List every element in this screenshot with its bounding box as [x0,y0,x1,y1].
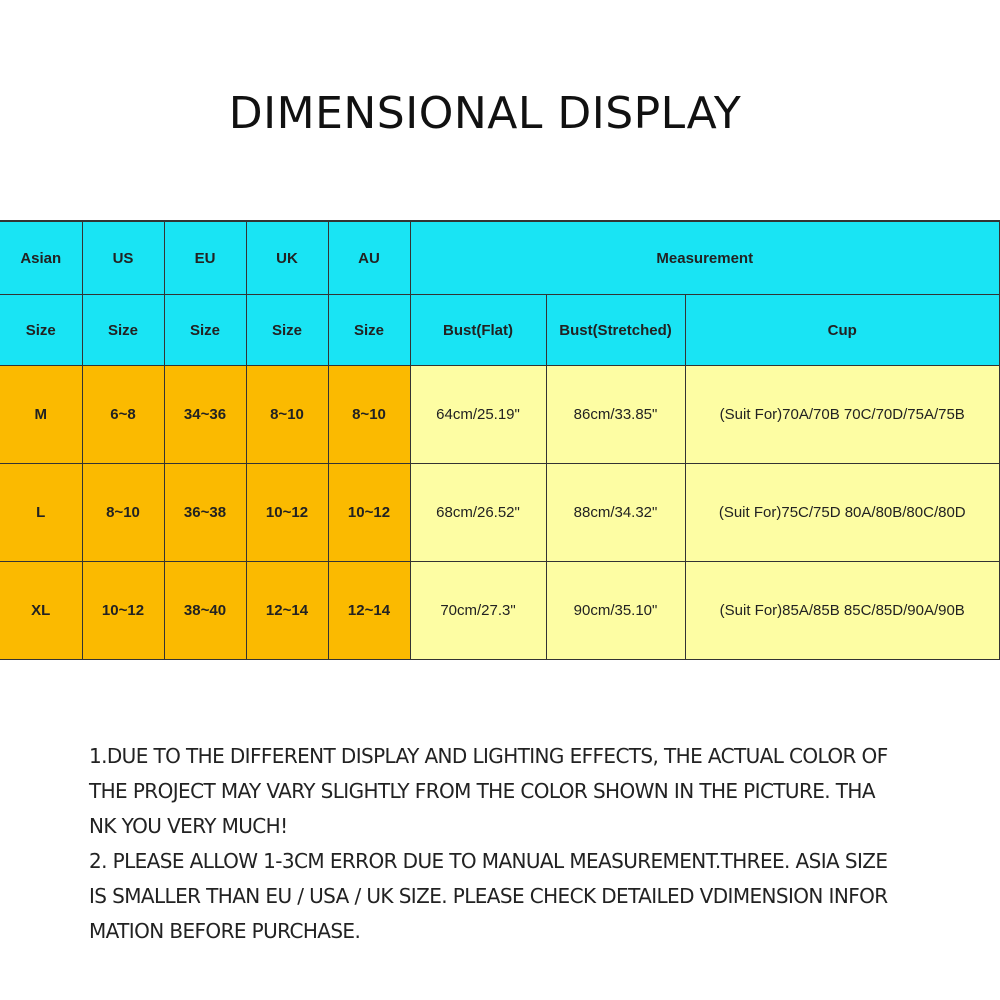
cell-us-size: 8~10 [82,464,164,562]
cell-bust-flat: 70cm/27.3" [410,562,546,660]
header-cell-size: Size [82,295,164,366]
header-cell-asian: Asian [0,221,82,295]
header-cell-bust-flat: Bust(Flat) [410,295,546,366]
cell-asian-size: M [0,366,82,464]
header-row-size [0,295,1000,366]
header-cell-cup: Cup [685,295,1000,366]
header-cell-size: Size [164,295,246,366]
notes-section [89,739,919,949]
cell-bust-stretched: 86cm/33.85" [546,366,685,464]
header-cell-uk: UK [246,221,328,295]
cell-bust-stretched: 88cm/34.32" [546,464,685,562]
cell-au-size: 12~14 [328,562,410,660]
cell-asian-size: XL [0,562,82,660]
cell-uk-size: 8~10 [246,366,328,464]
cell-au-size: 10~12 [328,464,410,562]
cell-eu-size: 36~38 [164,464,246,562]
cell-au-size: 8~10 [328,366,410,464]
table-row [0,562,1000,660]
note-color-disclaimer: 1.DUE TO THE DIFFERENT DISPLAY AND LIGHTING EFFECTS, THE ACTUAL COLOR OF THE PROJECT MAY VARY SLIGHTLY FROM THE COLOR SHOWN IN THE PICTURE. THA NK YOU VERY MUCH! [89,744,888,838]
cell-uk-size: 10~12 [246,464,328,562]
cell-asian-size: L [0,464,82,562]
header-cell-bust-stretched: Bust(Stretched) [546,295,685,366]
header-cell-measurement: Measurement [410,221,1000,295]
note-measurement-error: 2. PLEASE ALLOW 1-3CM ERROR DUE TO MANUAL MEASUREMENT.THREE. ASIA SIZE IS SMALLER THAN EU / USA / UK SIZE. PLEASE CHECK DETAILED VDIMENSION INFOR MATION BEFORE PURCHASE. [89,849,888,943]
cell-cup: (Suit For)70A/70B 70C/70D/75A/75B [685,366,1000,464]
size-chart-table [0,220,1000,660]
cell-bust-stretched: 90cm/35.10" [546,562,685,660]
header-cell-us: US [82,221,164,295]
page-title: DIMENSIONAL DISPLAY [228,88,742,139]
table-row [0,464,1000,562]
cell-cup: (Suit For)75C/75D 80A/80B/80C/80D [685,464,1000,562]
cell-bust-flat: 68cm/26.52" [410,464,546,562]
cell-us-size: 6~8 [82,366,164,464]
header-cell-size: Size [246,295,328,366]
header-cell-size: Size [328,295,410,366]
cell-eu-size: 34~36 [164,366,246,464]
header-row-region [0,221,1000,295]
cell-uk-size: 12~14 [246,562,328,660]
cell-cup: (Suit For)85A/85B 85C/85D/90A/90B [685,562,1000,660]
header-cell-au: AU [328,221,410,295]
cell-bust-flat: 64cm/25.19" [410,366,546,464]
cell-eu-size: 38~40 [164,562,246,660]
table-row [0,366,1000,464]
header-cell-eu: EU [164,221,246,295]
cell-us-size: 10~12 [82,562,164,660]
header-cell-size: Size [0,295,82,366]
